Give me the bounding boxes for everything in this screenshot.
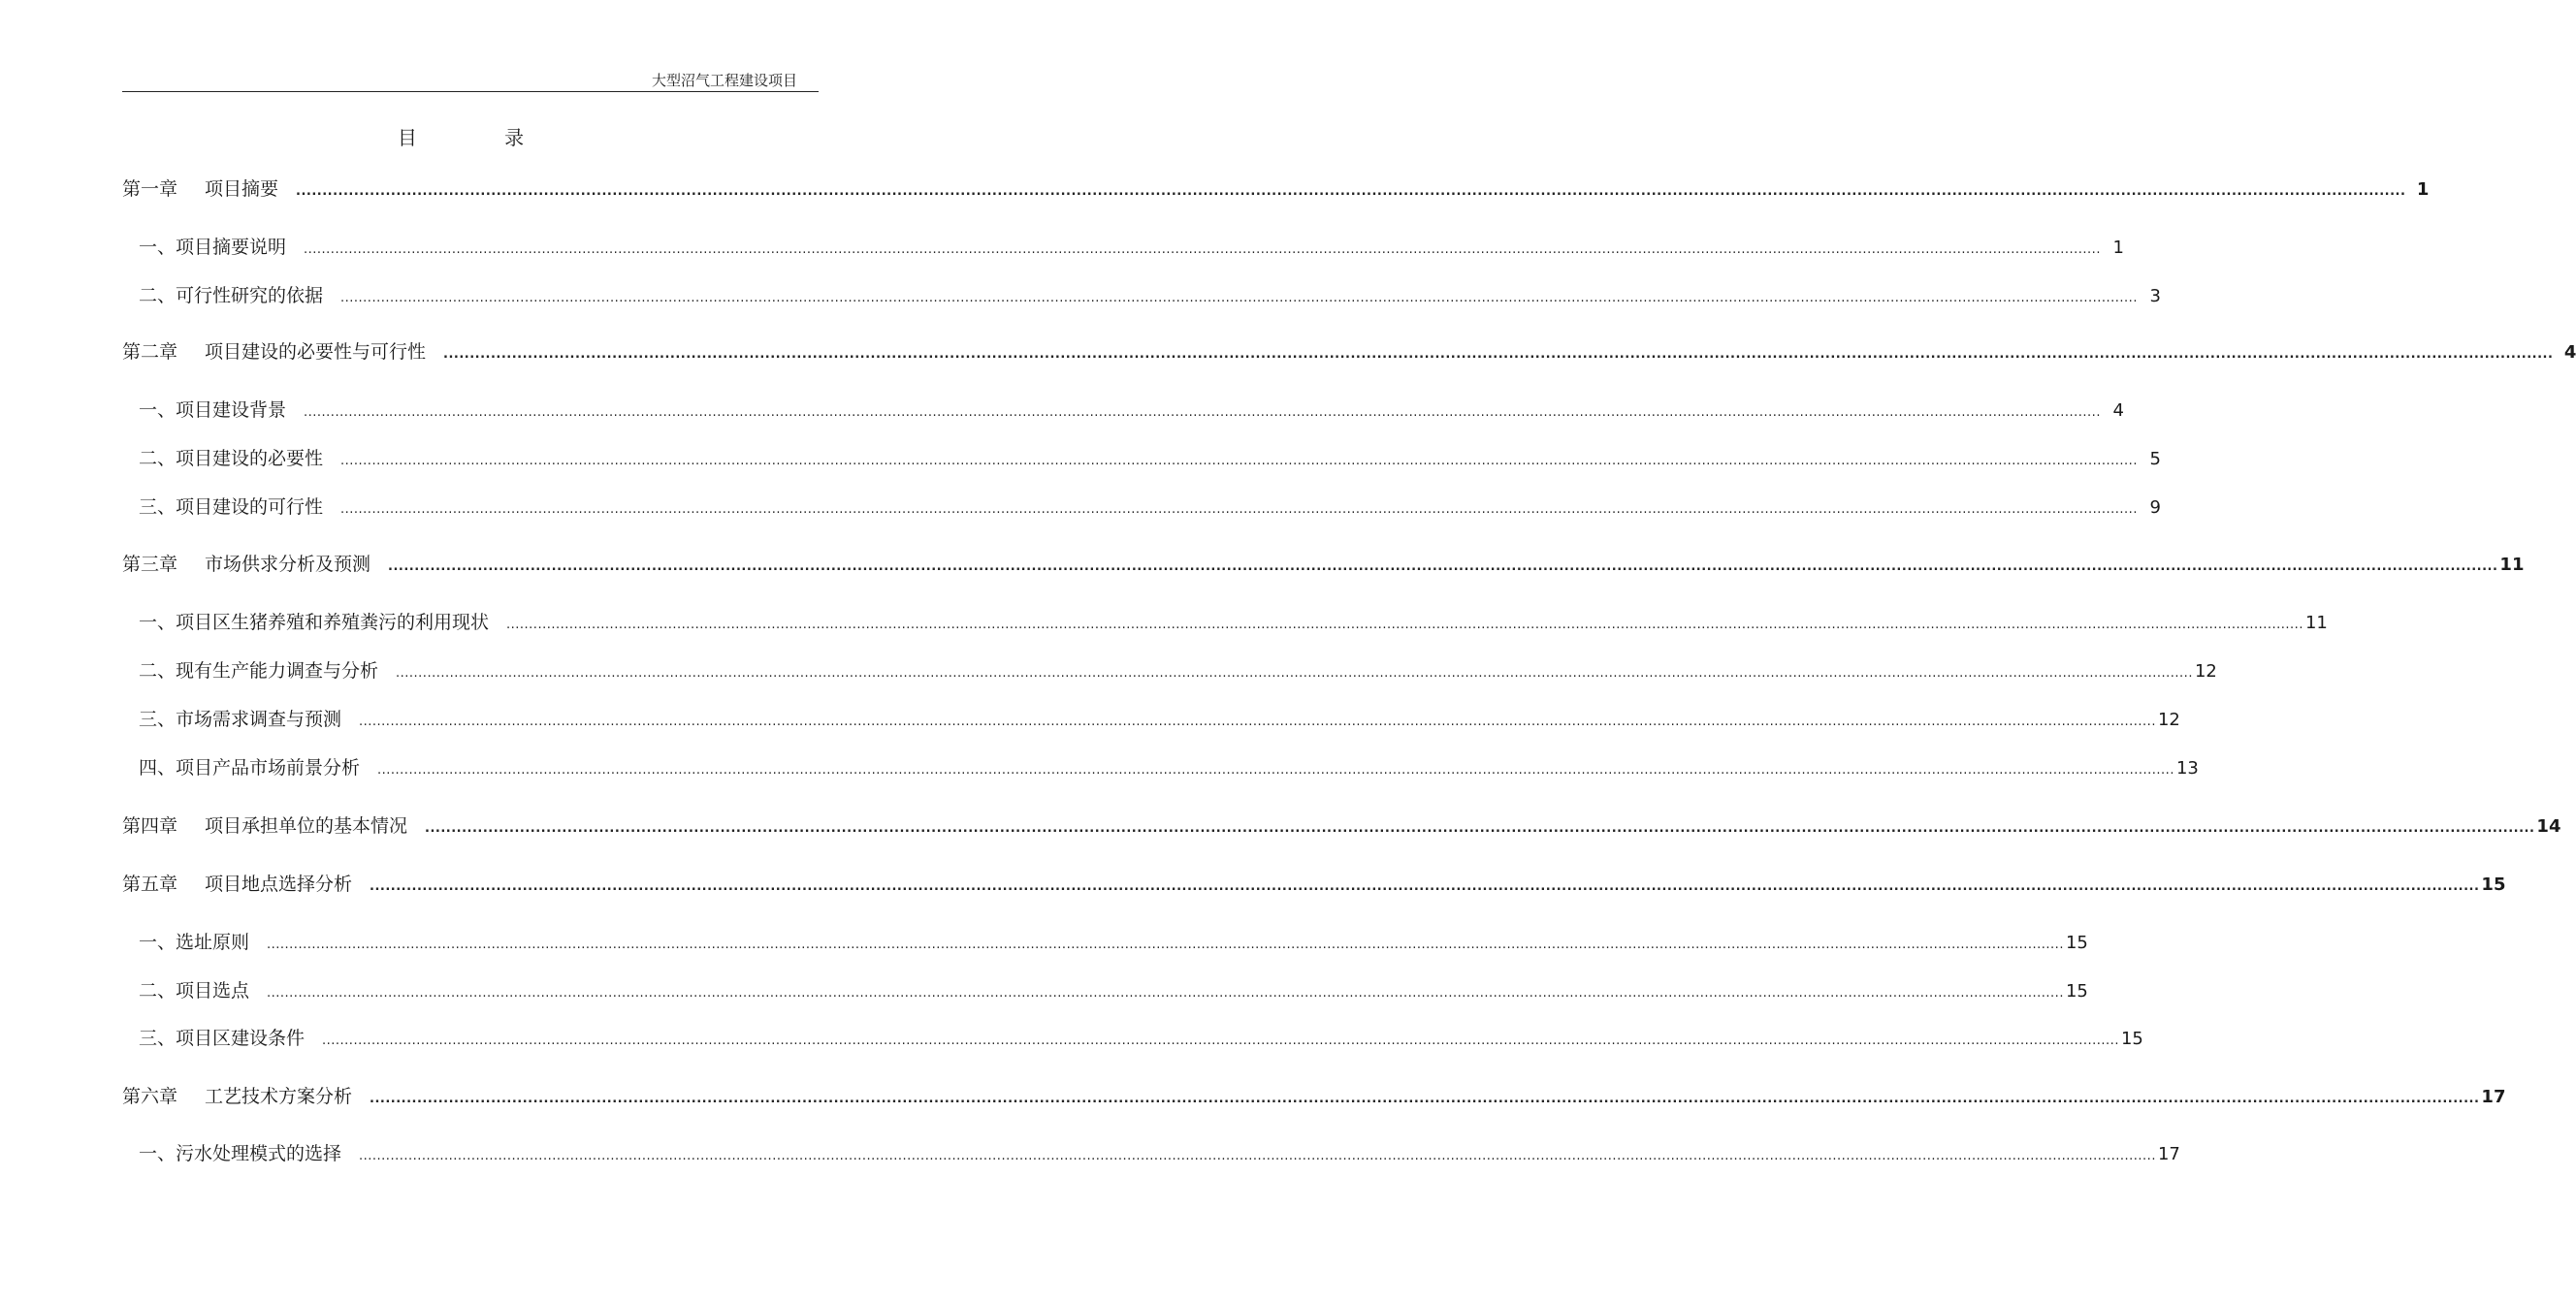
dot-leader: ................................................................................................................................................................................................................................................................................................................................................................................................................ — [377, 763, 2174, 778]
section-title: 二、项目建设的必要性 — [139, 448, 324, 469]
chapter-title: 项目地点选择分析 — [205, 874, 353, 895]
section-title: 二、可行性研究的依据 — [139, 285, 324, 306]
page-number: 12 — [2157, 710, 2180, 730]
section-title: 三、项目区建设条件 — [139, 1028, 306, 1049]
toc-section-entry[interactable] — [139, 1139, 2180, 1165]
section-title: 一、项目摘要说明 — [139, 237, 287, 258]
toc-chapter-entry[interactable] — [122, 337, 2576, 364]
page-number: 15 — [2065, 933, 2088, 953]
dot-leader: ................................................................................................................................................................................................................................................................................................................................................................................................................ — [370, 1092, 2480, 1106]
page-number: 12 — [2194, 661, 2217, 682]
toc-section-entry[interactable] — [139, 753, 2199, 779]
section-title: 一、项目建设背景 — [139, 399, 287, 421]
section-title: 四、项目产品市场前景分析 — [139, 757, 361, 779]
section-title: 三、项目建设的可行性 — [139, 496, 324, 518]
page-number: 15 — [2481, 875, 2506, 895]
dot-leader: ................................................................................................................................................................................................................................................................................................................................................................................................................ — [443, 347, 2554, 362]
toc-chapter-entry[interactable] — [122, 175, 2430, 201]
toc-title: 目 录 — [397, 126, 565, 149]
page-number: 4 — [2112, 400, 2124, 421]
page-number: 13 — [2175, 758, 2199, 779]
section-title: 一、选址原则 — [139, 932, 250, 953]
section-title: 二、现有生产能力调查与分析 — [139, 660, 379, 682]
dot-leader: ................................................................................................................................................................................................................................................................................................................................................................................................................ — [304, 242, 2101, 257]
dot-leader: ................................................................................................................................................................................................................................................................................................................................................................................................................ — [370, 879, 2480, 894]
page-number: 11 — [2304, 613, 2328, 633]
dot-leader: ................................................................................................................................................................................................................................................................................................................................................................................................................ — [425, 821, 2535, 836]
page-number: 15 — [2120, 1029, 2143, 1049]
dot-leader: ................................................................................................................................................................................................................................................................................................................................................................................................................ — [296, 184, 2406, 199]
page-number: 1 — [2112, 238, 2124, 258]
chapter-title: 项目承担单位的基本情况 — [205, 815, 408, 837]
dot-leader: ................................................................................................................................................................................................................................................................................................................................................................................................................ — [267, 938, 2064, 952]
dot-leader: ................................................................................................................................................................................................................................................................................................................................................................................................................ — [388, 559, 2498, 574]
dot-leader: ................................................................................................................................................................................................................................................................................................................................................................................................................ — [267, 986, 2064, 1001]
dot-leader: ................................................................................................................................................................................................................................................................................................................................................................................................................ — [304, 405, 2101, 420]
chapter-number: 第三章 — [122, 554, 178, 575]
dot-leader: ................................................................................................................................................................................................................................................................................................................................................................................................................ — [359, 1149, 2156, 1163]
toc-section-entry[interactable] — [139, 396, 2124, 422]
dot-leader: ................................................................................................................................................................................................................................................................................................................................................................................................................ — [506, 618, 2303, 632]
chapter-number: 第六章 — [122, 1086, 178, 1107]
dot-leader: ................................................................................................................................................................................................................................................................................................................................................................................................................ — [322, 1034, 2119, 1048]
running-header: 大型沼气工程建设项目 — [651, 72, 797, 89]
toc-section-entry[interactable] — [139, 1024, 2143, 1050]
dot-leader: ................................................................................................................................................................................................................................................................................................................................................................................................................ — [340, 291, 2138, 305]
dot-leader: ................................................................................................................................................................................................................................................................................................................................................................................................................ — [396, 666, 2193, 681]
page-number: 9 — [2149, 497, 2161, 518]
dot-leader: ................................................................................................................................................................................................................................................................................................................................................................................................................ — [359, 715, 2156, 729]
section-title: 一、污水处理模式的选择 — [139, 1143, 342, 1164]
chapter-number: 第一章 — [122, 178, 178, 200]
page-number: 15 — [2065, 981, 2088, 1002]
dot-leader: ................................................................................................................................................................................................................................................................................................................................................................................................................ — [340, 502, 2138, 517]
page-number: 1 — [2416, 179, 2430, 200]
chapter-title: 市场供求分析及预测 — [205, 554, 371, 575]
toc-chapter-entry[interactable] — [122, 870, 2506, 896]
page-number: 4 — [2563, 342, 2576, 363]
toc-chapter-entry[interactable] — [122, 811, 2561, 838]
chapter-title: 项目摘要 — [205, 178, 279, 200]
page-number: 5 — [2149, 449, 2161, 469]
toc-section-entry[interactable] — [139, 281, 2161, 307]
toc-section-entry[interactable] — [139, 976, 2088, 1002]
header-rule — [122, 91, 819, 92]
toc-section-entry[interactable] — [139, 928, 2088, 954]
page-number: 11 — [2499, 555, 2525, 575]
toc-section-entry[interactable] — [139, 656, 2217, 683]
toc-section-entry[interactable] — [139, 705, 2180, 731]
toc-section-entry[interactable] — [139, 444, 2161, 470]
section-title: 二、项目选点 — [139, 980, 250, 1002]
chapter-number: 第二章 — [122, 341, 178, 363]
page-number: 17 — [2481, 1087, 2506, 1107]
page-number: 14 — [2536, 816, 2561, 837]
toc-section-entry[interactable] — [139, 608, 2328, 634]
chapter-title: 工艺技术方案分析 — [205, 1086, 353, 1107]
toc-chapter-entry[interactable] — [122, 1082, 2506, 1108]
chapter-title: 项目建设的必要性与可行性 — [205, 341, 427, 363]
toc-section-entry[interactable] — [139, 493, 2161, 519]
page-number: 17 — [2157, 1144, 2180, 1164]
section-title: 三、市场需求调查与预测 — [139, 709, 342, 730]
chapter-number: 第五章 — [122, 874, 178, 895]
chapter-number: 第四章 — [122, 815, 178, 837]
toc-chapter-entry[interactable] — [122, 550, 2525, 576]
dot-leader: ................................................................................................................................................................................................................................................................................................................................................................................................................ — [340, 454, 2138, 468]
toc-section-entry[interactable] — [139, 233, 2124, 259]
page-number: 3 — [2149, 286, 2161, 306]
section-title: 一、项目区生猪养殖和养殖粪污的利用现状 — [139, 612, 490, 633]
